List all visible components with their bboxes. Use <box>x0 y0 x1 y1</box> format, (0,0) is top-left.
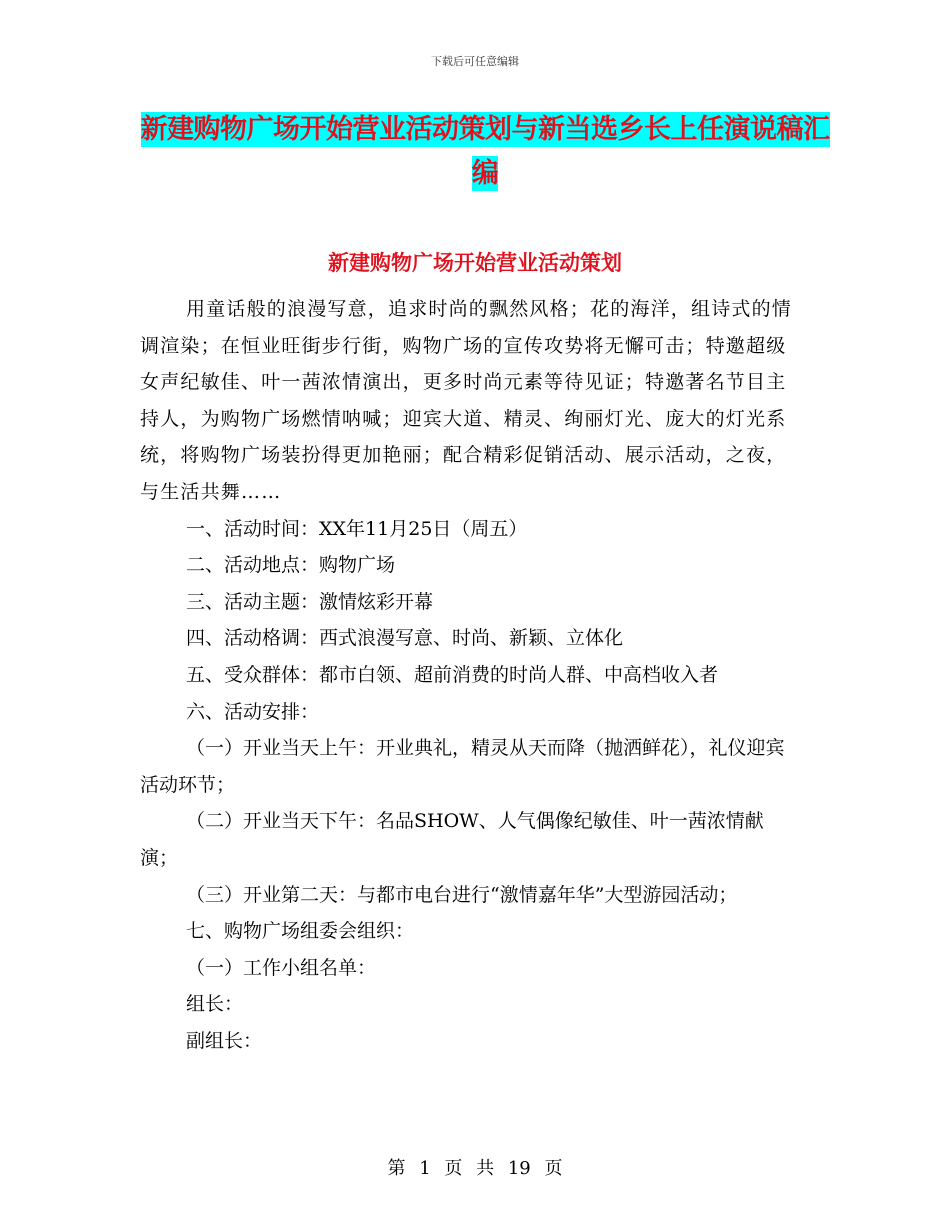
paragraph: 副组长： <box>186 1029 263 1052</box>
intro-paragraph: 用童话般的浪漫写意，追求时尚的飘然风格；花的海洋，组诗式的情调渲染；在恒业旺街步行街，购物广场的宣传攻势将无懈可击；特邀超级女声纪敏佳、叶一茜浓情演出，更多时尚元素等待见证；特邀著名节目主持人，为购物广场燃情呐喊；迎宾大道、精灵、绚丽灯光、庞大的灯光系统，将购物广场装扮得更加艳丽；配合精彩促销活动、展示活动，之夜，与生活共舞…… <box>140 298 793 503</box>
paragraph: （二）开业当天下午：名品SHOW、人气偶像纪敏佳、叶一茜浓情献演； <box>140 810 764 869</box>
paragraph: 五、受众群体：都市白领、超前消费的时尚人群、中高档收入者 <box>186 663 719 686</box>
paragraph: （一）工作小组名单： <box>186 956 377 979</box>
paragraph: 三、活动主题：激情炫彩开幕 <box>186 590 434 613</box>
section-title: 新建购物广场开始营业活动策划 <box>328 251 622 275</box>
page-footer: 第 1 页 共 19 页 <box>387 1158 563 1179</box>
document-body <box>140 291 800 1059</box>
main-title-text: 新建购物广场开始营业活动策划与新当选乡长上任演说稿汇编 <box>140 114 830 189</box>
paragraph: 四、活动格调：西式浪漫写意、时尚、新颖、立体化 <box>186 627 624 650</box>
paragraph: 六、活动安排： <box>186 700 320 723</box>
main-title <box>140 108 830 196</box>
paragraph: 二、活动地点：购物广场 <box>186 554 396 577</box>
paragraph: 七、购物广场组委会组织： <box>186 920 415 943</box>
paragraph: 一、活动时间：XX年11月25日（周五） <box>186 517 528 540</box>
paragraph: （三）开业第二天：与都市电台进行“激情嘉年华”大型游园活动； <box>186 883 738 906</box>
paragraph: 组长： <box>186 993 244 1016</box>
paragraph: （一）开业当天上午：开业典礼，精灵从天而降（抛洒鲜花），礼仪迎宾活动环节； <box>140 737 785 796</box>
header-note: 下载后可任意编辑 <box>431 55 519 68</box>
